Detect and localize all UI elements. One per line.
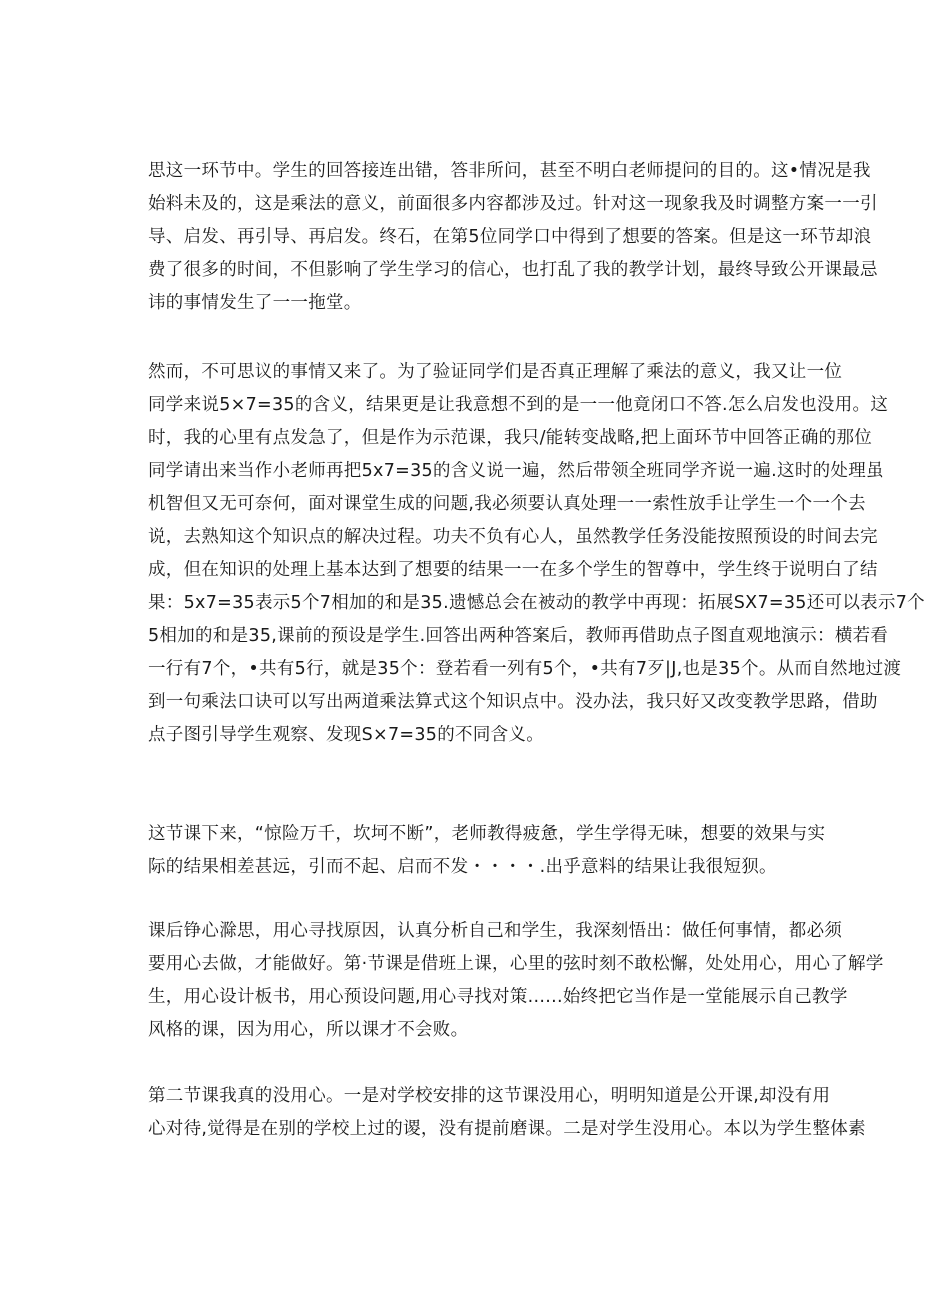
text-line: 同学请出来当作小老师再把5x7=35的含义说一遍，然后带领全班同学齐说一遍.这时的处理虽 [148, 461, 884, 481]
text-line: 5相加的和是35,课前的预设是学生.回答出两种答案后，教师再借助点子图直观地演示：横若看 [148, 626, 889, 646]
text-line: 讳的事情发生了一一拖堂。 [148, 293, 362, 313]
text-line: 始料未及的，这是乘法的意义，前面很多内容都涉及过。针对这一现象我及时调整方案一一引 [148, 194, 878, 214]
paragraph-3 [148, 818, 826, 884]
text-line: 课后铮心滁思，用心寻找原因，认真分析自己和学生，我深刻悟出：做任何事情，都必须 [148, 921, 843, 941]
text-line: 成，但在知识的处理上基本达到了想要的结果一一在多个学生的智尊中，学生终于说明白了结 [148, 560, 878, 580]
text-line: 际的结果相差甚远，引而不起、启而不发・・・・.出乎意料的结果让我很短狈。 [148, 857, 777, 877]
text-line: 机智但又无可奈何，面对课堂生成的问题,我必须要认真处理一一索性放手让学生一个一个去 [148, 494, 866, 514]
text-line: 这节课下来，“惊险万千，坎坷不断”，老师教得疲惫，学生学得无味，想要的效果与实 [148, 824, 826, 844]
paragraph-4 [148, 915, 884, 1047]
text-line: 到一句乘法口诀可以写出两道乘法算式这个知识点中。没办法，我只好又改变教学思路，借助 [148, 692, 878, 712]
text-line: 然而，不可思议的事情又来了。为了验证同学们是否真正理解了乘法的意义，我又让一位 [148, 362, 843, 382]
text-line: 第二节课我真的没用心。一是对学校安排的这节课没用心，明明知道是公开课,却没有用 [148, 1086, 831, 1106]
paragraph-2 [148, 356, 925, 752]
text-line: 果：5x7=35表示5个7相加的和是35.遗憾总会在被动的教学中再现：拓展SX7=35还可以表示7个 [148, 593, 925, 613]
text-line: 生，用心设计板书，用心预设问题,用心寻找对策......始终把它当作是一堂能展示自己教学 [148, 987, 848, 1007]
text-line: 思这一环节中。学生的回答接连出错，答非所问，甚至不明白老师提问的目的。这•情况是我 [148, 161, 871, 181]
text-line: 导、启发、再引导、再启发。终石，在第5位同学口中得到了想要的答案。但是这一环节却浪 [148, 227, 872, 247]
paragraph-1 [148, 155, 878, 320]
text-line: 心对待,觉得是在别的学校上过的谡，没有提前磨课。二是对学生没用心。本以为学生整体素 [148, 1119, 866, 1139]
text-line: 费了很多的时间，不但影响了学生学习的信心，也打乱了我的教学计划，最终导致公开课最忌 [148, 260, 878, 280]
text-line: 风格的课，因为用心，所以课才不会败。 [148, 1020, 469, 1040]
text-line: 一行有7个，•共有5行，就是35个：登若看一列有5个，•共有7歹|J,也是35个。从而自然地过渡 [148, 659, 902, 679]
text-line: 点子图引导学生观察、发现S×7=35的不同含义。 [148, 725, 545, 745]
text-line: 时，我的心里有点发急了，但是作为示范课，我只/能转变战略,把上面环节中回答正确的那位 [148, 428, 873, 448]
text-line: 说，去熟知这个知识点的解决过程。功夫不负有心人，虽然教学任务没能按照预设的时间去完 [148, 527, 878, 547]
paragraph-5 [148, 1080, 866, 1146]
text-line: 要用心去做，才能做好。第·节课是借班上课，心里的弦时刻不敢松懈，处处用心，用心了解学 [148, 954, 884, 974]
text-line: 同学来说5×7=35的含义，结果更是让我意想不到的是一一他竟闭口不答.怎么启发也没用。这 [148, 395, 889, 415]
